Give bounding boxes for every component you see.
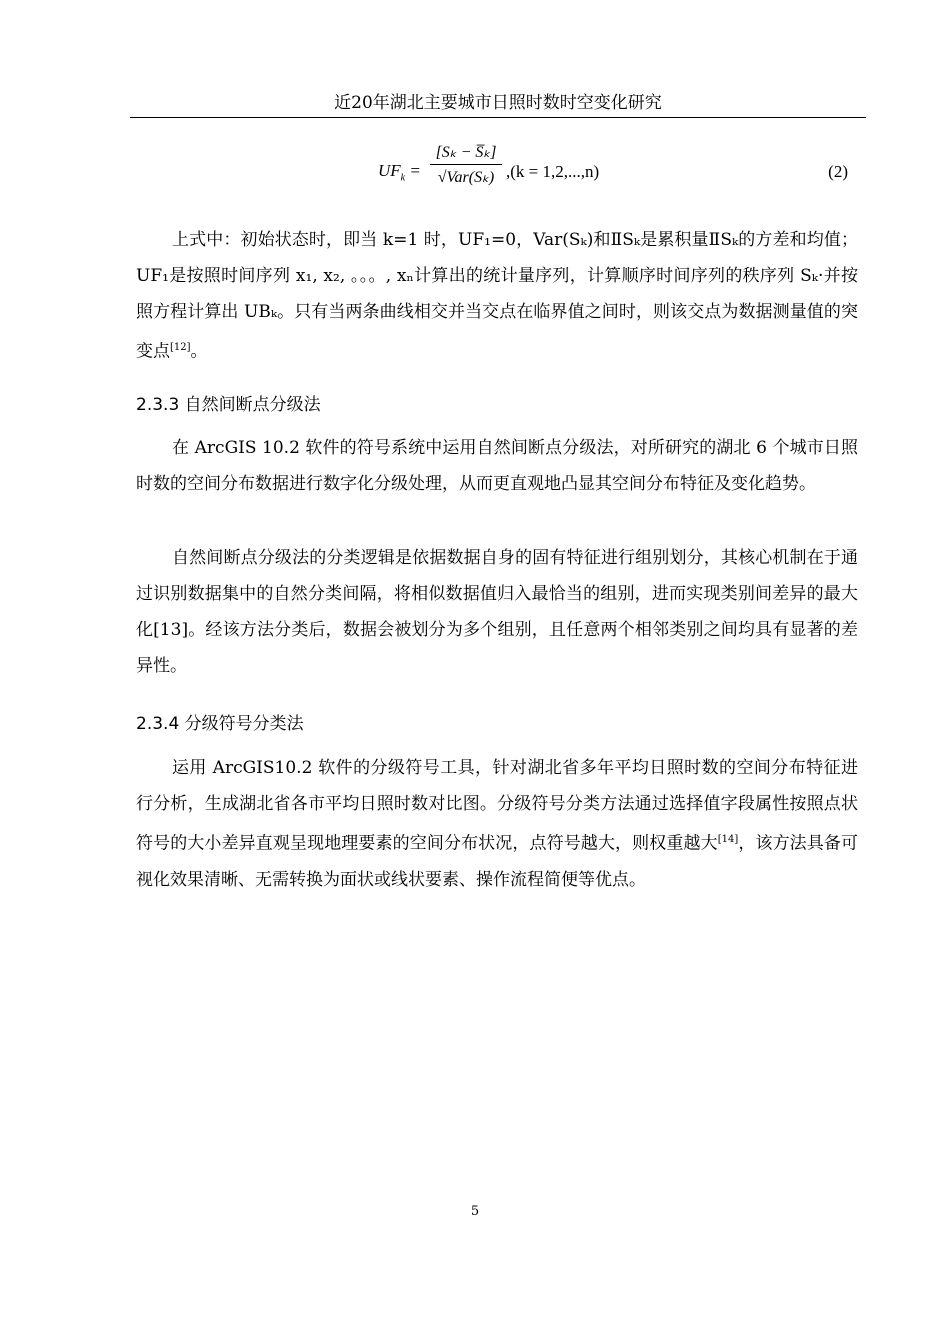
equation-number: (2) — [828, 162, 848, 181]
equation-fraction — [430, 142, 502, 187]
paragraph-graduated-symbols: 运用 ArcGIS10.2 软件的分级符号工具，针对湖北省多年平均日照时数的空间分布特征进行分析，生成湖北省各市平均日照时数对比图。分级符号分类方法通过选择值字段属性按照点状符号的大小差异直观呈现地理要素的空间分布状况，点符号越大，则权重越大[14]，该方法具备可视化效果清晰、无需转换为面状或线状要素、操作流程简便等优点。 — [136, 758, 859, 890]
page-number: 5 — [470, 1204, 480, 1219]
equation-lhs: $UF_k$ = — [378, 161, 421, 184]
running-header: 近20年湖北主要城市日照时数时空变化研究 — [334, 93, 662, 113]
paragraph-natural-breaks-intro: 在 ArcGIS 10.2 软件的符号系统中运用自然间断点分级法，对所研究的湖北 6 个城市日照时数的空间分布数据进行数字化分级处理，从而更直观地凸显其空间分布特征及变化趋势。 — [136, 438, 858, 494]
paragraph-natural-breaks-logic: 自然间断点分级法的分类逻辑是依据数据自身的固有特征进行组别划分，其核心机制在于通过识别数据集中的自然分类间隔，将相似数据值归入最恰当的组别，进而实现类别间差异的最大化[13]。经该方法分类后，数据会被划分为多个组别，且任意两个相邻类别之间均具有显著的差异性。 — [136, 548, 858, 676]
section-heading-2-3-3: 2.3.3 自然间断点分级法 — [136, 395, 321, 415]
equation-2 — [378, 142, 858, 202]
equation-denominator: √Var(Sₖ) — [437, 169, 495, 186]
equation-range: ,(k = 1,2,...,n) — [506, 162, 600, 181]
paragraph-explanation: 上式中：初始状态时，即当 k=1 时，UF₁=0，Var(Sₖ)和ⅡSₖ是累积量ⅡSₖ的方差和均值；UF₁是按照时间序列 x₁, x₂, 。。。, xₙ计算出的统计量序列，计算顺序时间序列的秩序列 Sₖ·并按照方程计算出 UBₖ。只有当两条曲线相交并当交点在临界值之间时，则该交点为数据测量值的突变点[12]。 — [136, 230, 858, 362]
equation-numerator: [Sₖ − S̅ₖ] — [430, 142, 502, 165]
header-rule — [130, 117, 866, 118]
section-heading-2-3-4: 2.3.4 分级符号分类法 — [136, 714, 304, 734]
